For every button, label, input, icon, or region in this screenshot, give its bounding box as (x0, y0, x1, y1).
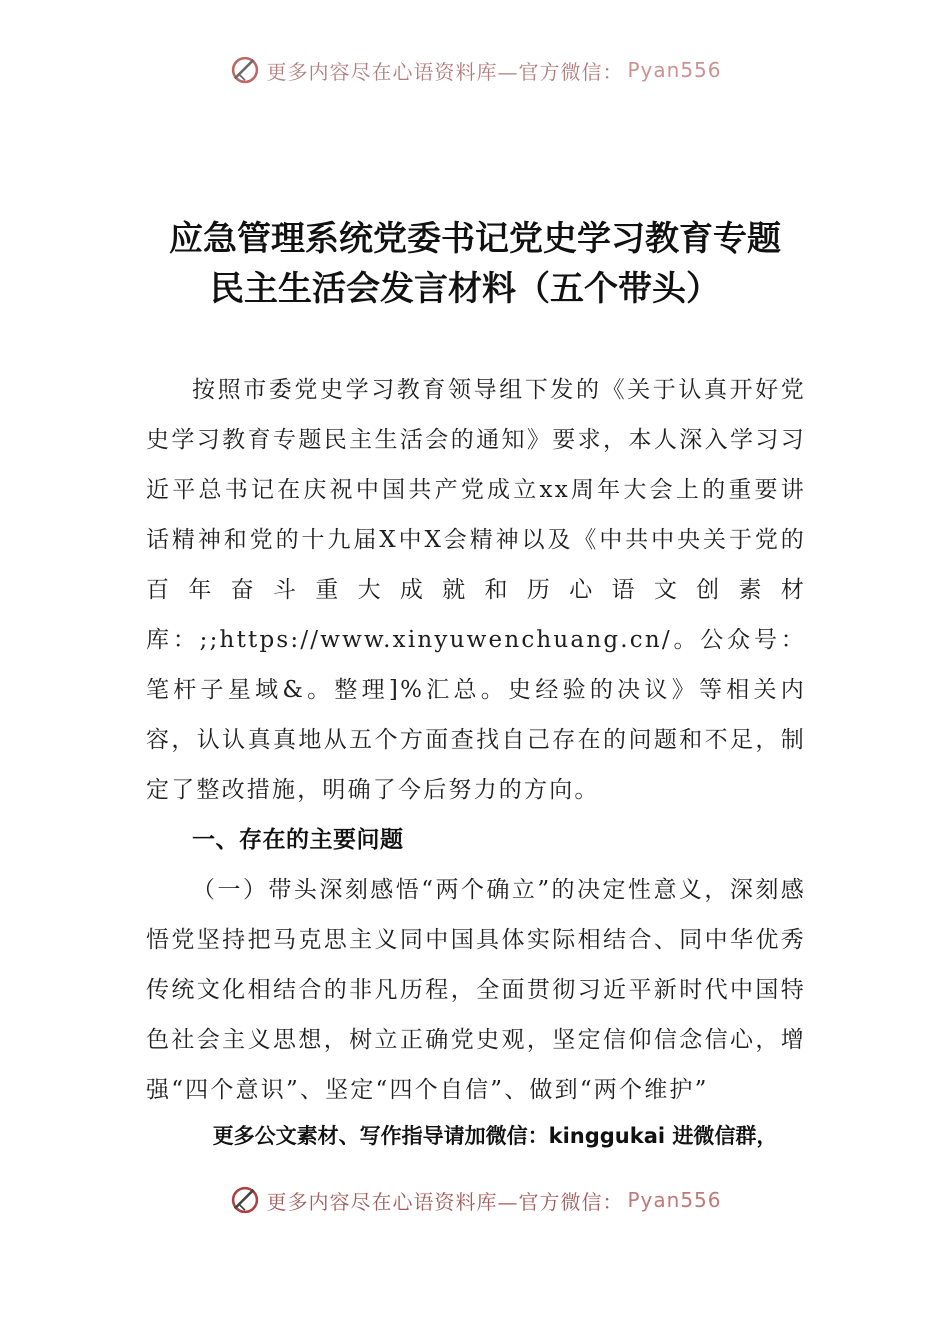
title-line-2: 民主生活会发言材料（五个带头） (210, 269, 720, 309)
watermark-text: 更多内容尽在心语资料库—官方微信： (266, 59, 624, 84)
paragraph-intro: 按照市委党史学习教育领导组下发的《关于认真开好党史学习教育专题民主生活会的通知》要求，本人深入学习习近平总书记在庆祝中国共产党成立xx周年大会上的重要讲话精神和党的十九届X中X会精神以及《中共中央关于党的百年奋斗重大成就和历心语文创素材库：;;https://www.xinyuwenchuang.cn/。公众号：笔杆子星域&。整理]%汇总。史经验的决议》等相关内容，认认真真地从五个方面查找自己存在的问题和不足，制定了整改措施，明确了今后努力的方向。 (146, 377, 806, 803)
title-line-1: 应急管理系统党委书记党史学习教育专题 (169, 219, 781, 259)
paragraph-point-1: （一）带头深刻感悟“两个确立”的决定性意义，深刻感悟党坚持把马克思主义同中国具体实际相结合、同中华优秀传统文化相结合的非凡历程，全面贯彻习近平新时代中国特色社会主义思想，树立正确党史观，坚定信仰信念信心，增强“四个意识”、坚定“四个自信”、做到“两个维护” (146, 877, 806, 1103)
promo-line: 更多公文素材、写作指导请加微信：kinggukai 进微信群， (212, 1124, 778, 1148)
watermark-logo-icon (228, 1183, 262, 1217)
header-watermark (0, 52, 950, 88)
footer-watermark (0, 1180, 950, 1220)
watermark-wechat-id: Pyan556 (627, 58, 722, 82)
watermark-logo-icon (228, 53, 262, 87)
watermark-wechat-id: Pyan556 (627, 1188, 722, 1212)
watermark-text: 更多内容尽在心语资料库—官方微信： (266, 1189, 624, 1214)
section-heading-1: 一、存在的主要问题 (192, 827, 404, 853)
document-body (146, 365, 806, 1115)
document-title (0, 214, 950, 314)
